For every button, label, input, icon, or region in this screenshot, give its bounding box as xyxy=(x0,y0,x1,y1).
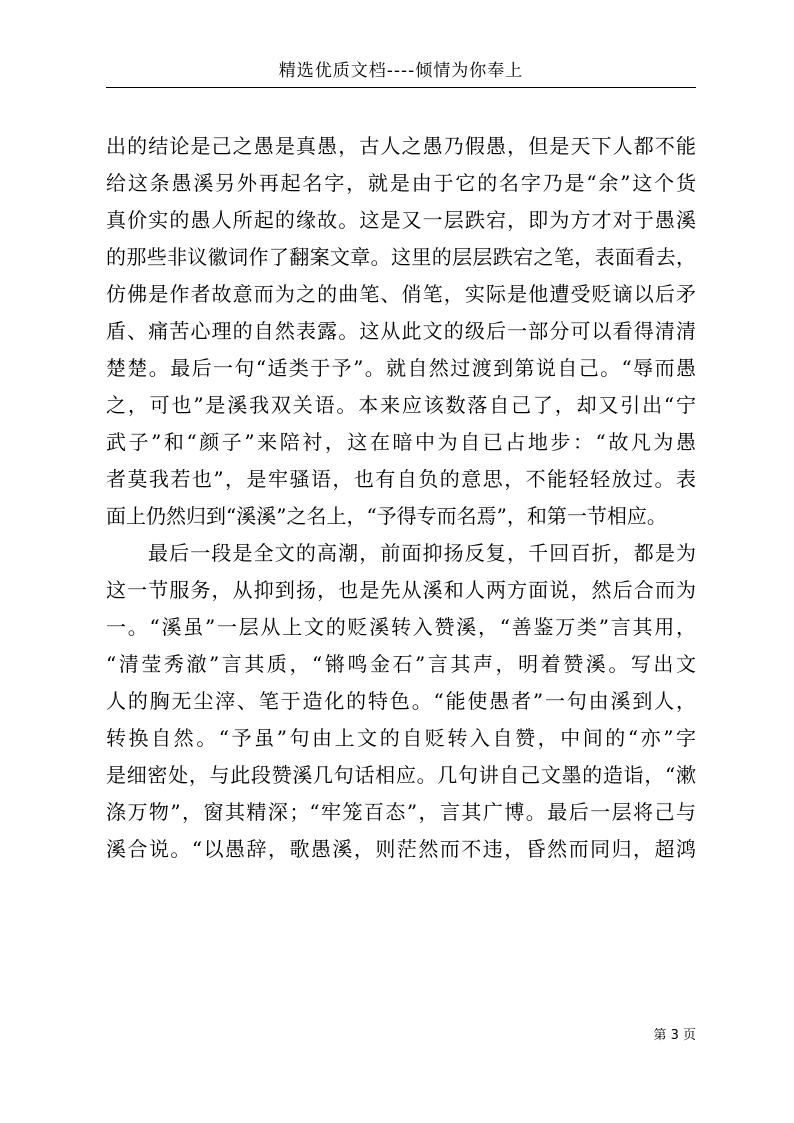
text-line: 者莫我若也”，是牢骚语，也有自负的意思，不能轻轻放过。表 xyxy=(106,467,696,491)
page-number: 第 3 页 xyxy=(653,1028,696,1043)
text-line: 的那些非议徽词作了翻案文章。这里的层层跌宕之笔，表面看去， xyxy=(106,245,696,269)
text-line: 是细密处，与此段赞溪几句话相应。几句讲自己文墨的造诣，“漱 xyxy=(106,763,696,787)
text-line: 出的结论是己之愚是真愚，古人之愚乃假愚，但是天下人都不能 xyxy=(106,134,696,158)
text-line: 面上仍然归到“溪溪”之名上，“予得专而名焉”，和第一节相应。 xyxy=(106,504,667,528)
text-line: 之，可也”是溪我双关语。本来应该数落自己了，却又引出“宁 xyxy=(106,393,696,417)
text-line: 这一节服务，从抑到扬，也是先从溪和人两方面说，然后合而为 xyxy=(106,578,696,602)
text-line: 仿佛是作者故意而为之的曲笔、俏笔，实际是他遭受贬谪以后矛 xyxy=(106,282,696,306)
text-line: 涤万物”，窗其精深；“牢笼百态”，言其广博。最后一层将己与 xyxy=(106,800,696,824)
text-line: 人的胸无尘滓、笔于造化的特色。“能使愚者”一句由溪到人， xyxy=(106,689,696,713)
text-line: 一。“溪虽”一层从上文的贬溪转入赞溪，“善鉴万类”言其用， xyxy=(106,615,696,639)
text-line: 楚楚。最后一句“适类于予”。就自然过渡到第说自己。“辱而愚 xyxy=(106,356,696,380)
text-line: 武子”和“颜子”来陪衬，这在暗中为自已占地步：“故凡为愚 xyxy=(106,430,696,454)
text-line-paragraph-start: 最后一段是全文的高潮，前面抑扬反复，千回百折，都是为 xyxy=(148,541,696,565)
text-line: “清莹秀澈”言其质，“锵鸣金石”言其声，明着赞溪。写出文 xyxy=(106,652,696,676)
header-title: 精选优质文档----倾情为你奉上 xyxy=(278,61,524,81)
page-header xyxy=(106,56,696,88)
text-line: 转换自然。“予虽”句由上文的自贬转入自赞，中间的“亦”字 xyxy=(106,726,696,750)
text-line: 给这条愚溪另外再起名字，就是由于它的名字乃是“余”这个货 xyxy=(106,171,696,195)
text-line: 盾、痛苦心理的自然表露。这从此文的级后一部分可以看得清清 xyxy=(106,319,696,343)
text-line: 真价实的愚人所起的缘故。这是又一层跌宕，即为方才对于愚溪 xyxy=(106,208,696,232)
text-line: 溪合说。“以愚辞，歌愚溪，则茫然而不违，昏然而同归，超鸿 xyxy=(106,837,696,861)
document-body xyxy=(106,128,696,868)
